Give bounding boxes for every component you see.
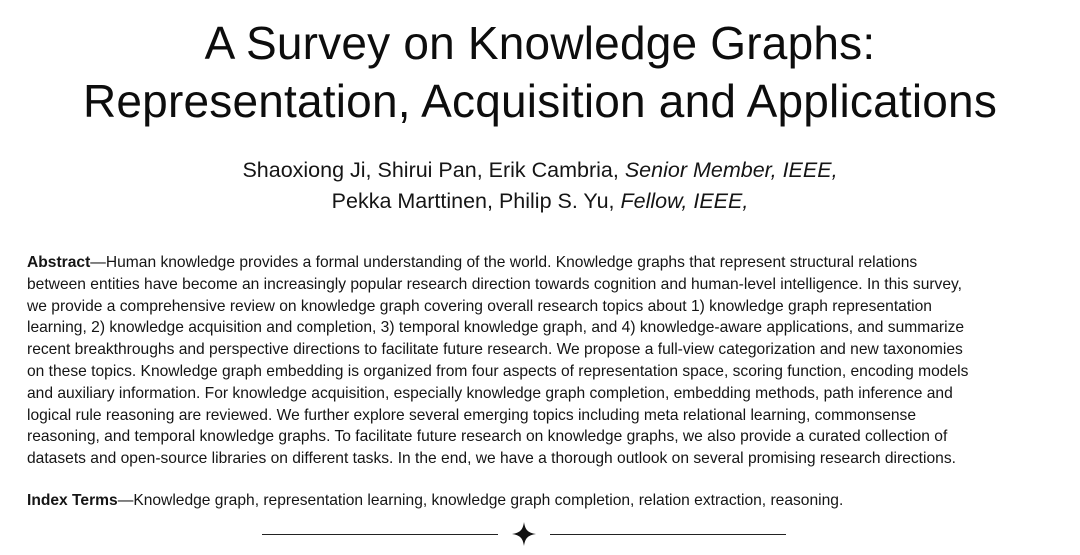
abstract-label: Abstract: [27, 254, 91, 271]
separator-rule-right: [550, 534, 786, 535]
paper-title-line-2: Representation, Acquisition and Applications: [82, 75, 998, 127]
abstract-line: we provide a comprehensive review on knowledge graph covering overall research topics about 1) knowledge graph representation: [27, 297, 932, 315]
abstract-line: learning, 2) knowledge acquisition and completion, 3) temporal knowledge graph, and 4) knowledge-aware applications, and summarize: [27, 319, 965, 337]
separator-rule-left: [262, 534, 498, 535]
paper-title: [0, 14, 1080, 130]
abstract-line: logical rule reasoning are reviewed. We further explore several emerging topics including meta relational learning, commonsense: [27, 406, 917, 424]
author-list: [0, 155, 1080, 217]
four-point-star-icon: [511, 521, 537, 547]
abstract: [27, 252, 1051, 470]
abstract-line: on these topics. Knowledge graph embedding is organized from four aspects of representation space, scoring function, encoding models: [27, 362, 969, 380]
abstract-line: recent breakthroughs and perspective directions to facilitate future research. We propose a full-view categorization and new taxonomies: [27, 341, 963, 359]
abstract-line-text: —Human knowledge provides a formal understanding of the world. Knowledge graphs that represent structural relations: [90, 254, 918, 271]
abstract-line: between entities have become an increasingly popular research direction towards cognition and human-level intelligence. In this survey,: [27, 275, 963, 293]
abstract-line: [27, 252, 1051, 274]
author-role-1: Senior Member, IEEE,: [624, 158, 838, 182]
author-names-1: Shaoxiong Ji, Shirui Pan, Erik Cambria,: [242, 158, 619, 182]
index-terms-text: —Knowledge graph, representation learning, knowledge graph completion, relation extraction, reasoning.: [117, 492, 844, 509]
index-terms: [27, 490, 1051, 512]
author-names-2: Pekka Marttinen, Philip S. Yu,: [331, 189, 615, 213]
abstract-line: reasoning, and temporal knowledge graphs. To facilitate future research on knowledge graphs, we also provide a curated collection of: [27, 428, 948, 446]
paper-title-line-1: A Survey on Knowledge Graphs:: [204, 17, 876, 69]
author-line-2: [0, 186, 1080, 217]
author-line-1: [0, 155, 1080, 186]
abstract-line: datasets and open-source libraries on different tasks. In the end, we have a thorough outlook on several promising research directions.: [27, 450, 956, 468]
abstract-line: and auxiliary information. For knowledge acquisition, especially knowledge graph completion, embedding methods, path inference and: [27, 384, 953, 402]
index-terms-label: Index Terms: [27, 492, 118, 509]
author-role-2: Fellow, IEEE,: [620, 189, 749, 213]
